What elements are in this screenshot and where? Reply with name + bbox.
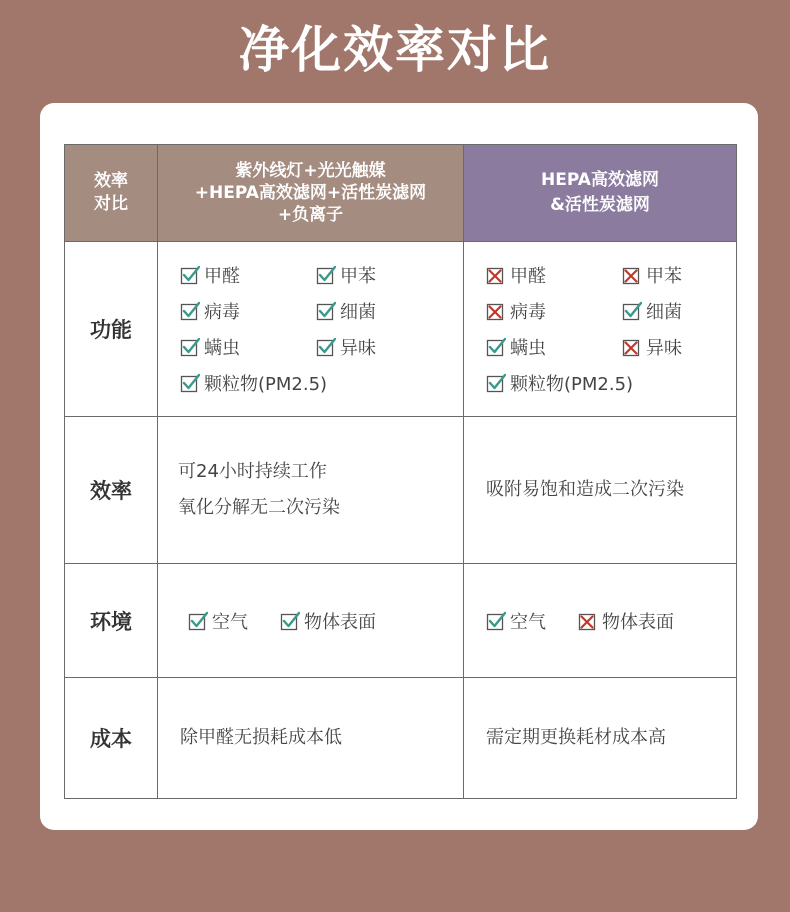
check-icon — [486, 337, 506, 357]
feature-item — [622, 333, 732, 361]
environment-item — [578, 608, 674, 634]
cost-col1-cell — [158, 678, 464, 799]
check-icon — [180, 301, 200, 321]
check-icon — [316, 301, 336, 321]
efficiency-col2-cell — [464, 417, 737, 564]
feature-label: 甲苯 — [340, 266, 376, 287]
function-col2-list — [464, 261, 736, 397]
environment-label: 空气 — [212, 611, 248, 633]
feature-item — [316, 297, 436, 325]
feature-item — [486, 333, 622, 361]
row-label-environment: 环境 — [65, 564, 158, 678]
cost-col2-text: 需定期更换耗材成本高 — [486, 727, 666, 748]
feature-item — [486, 261, 622, 289]
check-icon — [180, 265, 200, 285]
header-label-line2: 对比 — [94, 194, 128, 214]
header-label-cell — [65, 145, 158, 242]
page-title: 净化效率对比 — [239, 21, 551, 79]
feature-item — [180, 297, 316, 325]
feature-label: 异味 — [646, 338, 682, 359]
environment-col1-list — [158, 608, 463, 634]
feature-label: 异味 — [340, 338, 376, 359]
cross-icon — [486, 265, 506, 285]
comparison-table — [64, 144, 737, 799]
check-icon — [316, 265, 336, 285]
feature-label: 甲苯 — [646, 266, 682, 287]
environment-col2-cell — [464, 564, 737, 678]
comparison-card — [40, 103, 758, 830]
feature-label: 病毒 — [510, 302, 546, 323]
environment-col1-cell — [158, 564, 464, 678]
feature-label: 螨虫 — [204, 338, 240, 359]
feature-label: 病毒 — [204, 302, 240, 323]
feature-label: 细菌 — [646, 302, 682, 323]
feature-label: 甲醛 — [510, 266, 546, 287]
check-icon — [180, 337, 200, 357]
header-col1-line3: +负离子 — [277, 205, 344, 225]
feature-item — [486, 369, 732, 397]
header-col2-line2: &活性炭滤网 — [550, 195, 650, 215]
cross-icon — [622, 265, 642, 285]
function-col1-list — [158, 261, 463, 397]
efficiency-col2-text: 吸附易饱和造成二次污染 — [486, 479, 684, 500]
environment-label: 物体表面 — [602, 611, 674, 633]
header-col1-cell — [158, 145, 464, 242]
environment-col2-list — [464, 608, 736, 634]
environment-label: 空气 — [510, 611, 546, 633]
cost-col1-text: 除甲醛无损耗成本低 — [180, 727, 342, 748]
feature-item — [180, 261, 316, 289]
check-icon — [622, 301, 642, 321]
function-col1-cell — [158, 242, 464, 417]
cross-icon — [486, 301, 506, 321]
feature-item — [316, 333, 436, 361]
efficiency-col1-cell — [158, 417, 464, 564]
check-icon — [486, 611, 506, 631]
cost-row — [65, 678, 737, 799]
function-row — [65, 242, 737, 417]
check-icon — [180, 373, 200, 393]
feature-label: 颗粒物(PM2.5) — [510, 374, 634, 395]
feature-item — [316, 261, 436, 289]
environment-item — [188, 608, 248, 634]
environment-item — [280, 608, 376, 634]
environment-row — [65, 564, 737, 678]
header-col1-line1: 紫外线灯+光光触媒 — [235, 161, 386, 181]
efficiency-col1-line2: 氧化分解无二次污染 — [178, 497, 340, 518]
cost-col2-cell — [464, 678, 737, 799]
feature-label: 细菌 — [340, 302, 376, 323]
feature-label: 甲醛 — [204, 266, 240, 287]
feature-item — [622, 261, 732, 289]
header-row — [65, 145, 737, 242]
cross-icon — [578, 611, 598, 631]
header-col1-line2: +HEPA高效滤网+活性炭滤网 — [194, 183, 427, 203]
cross-icon — [622, 337, 642, 357]
efficiency-row — [65, 417, 737, 564]
feature-item — [180, 369, 436, 397]
row-label-efficiency: 效率 — [65, 417, 158, 564]
check-icon — [486, 373, 506, 393]
feature-item — [486, 297, 622, 325]
environment-item — [486, 608, 546, 634]
row-label-cost: 成本 — [65, 678, 158, 799]
header-label-line1: 效率 — [94, 171, 128, 191]
function-col2-cell — [464, 242, 737, 417]
header-col2-line1: HEPA高效滤网 — [541, 170, 659, 190]
check-icon — [316, 337, 336, 357]
feature-item — [180, 333, 316, 361]
row-label-function: 功能 — [65, 242, 158, 417]
environment-label: 物体表面 — [304, 611, 376, 633]
feature-item — [622, 297, 732, 325]
efficiency-col1-line1: 可24小时持续工作 — [178, 461, 327, 482]
feature-label: 颗粒物(PM2.5) — [204, 374, 328, 395]
check-icon — [280, 611, 300, 631]
check-icon — [188, 611, 208, 631]
feature-label: 螨虫 — [510, 338, 546, 359]
header-col2-cell — [464, 145, 737, 242]
